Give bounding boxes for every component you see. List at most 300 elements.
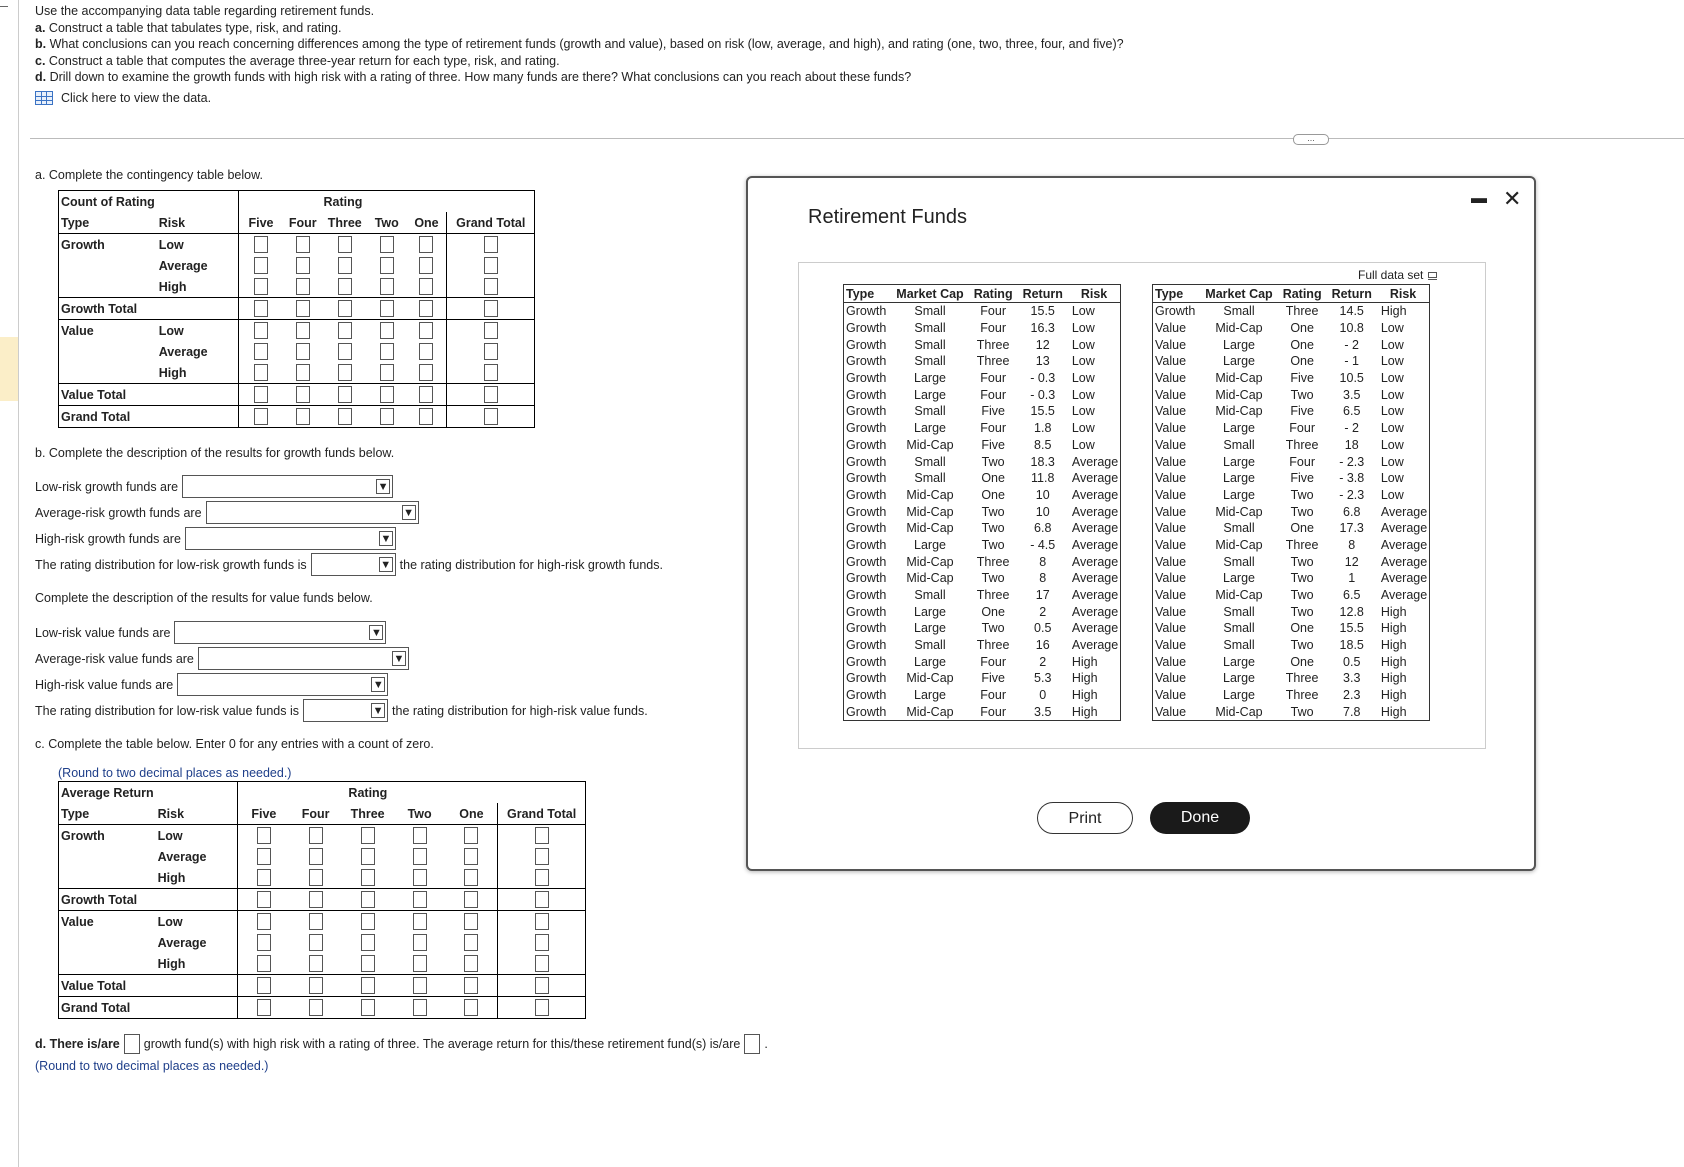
answer-input[interactable] <box>338 257 352 274</box>
view-data-link[interactable]: Click here to view the data. <box>35 90 1124 107</box>
answer-input[interactable] <box>254 300 268 317</box>
answer-input[interactable] <box>257 934 271 951</box>
data-cell: Growth <box>846 454 887 469</box>
answer-input[interactable] <box>413 977 427 994</box>
expand-more-button[interactable]: ... <box>1293 134 1329 145</box>
answer-input[interactable] <box>484 300 498 317</box>
data-cell: Two <box>1290 604 1314 619</box>
answer-input[interactable] <box>309 955 323 972</box>
data-column-header: Type <box>1153 285 1201 303</box>
answer-input[interactable] <box>413 934 427 951</box>
answer-input[interactable] <box>254 343 268 360</box>
table-input-cell <box>342 953 394 975</box>
answer-input[interactable] <box>361 848 375 865</box>
data-cell: Average <box>1071 454 1119 469</box>
data-cell: 3.5 <box>1343 387 1361 402</box>
table-input-cell <box>394 932 446 953</box>
minimize-icon[interactable]: ▬ <box>1471 190 1487 207</box>
data-cell: Two <box>981 521 1005 536</box>
answer-input[interactable] <box>380 300 394 317</box>
data-cell: Four <box>980 704 1006 719</box>
answer-input[interactable] <box>361 891 375 908</box>
table-row <box>844 303 1121 320</box>
answer-input[interactable] <box>361 827 375 844</box>
answer-input[interactable] <box>296 322 310 339</box>
table-corner-label: Average Return <box>59 782 156 804</box>
dialog-title: Retirement Funds <box>808 206 967 228</box>
table-input-cell <box>498 867 586 889</box>
data-cell: Small <box>1223 604 1255 619</box>
table-row <box>844 587 1121 604</box>
answer-input[interactable] <box>296 364 310 381</box>
answer-input[interactable] <box>254 236 268 253</box>
data-cell: Growth <box>846 504 887 519</box>
data-cell: Large <box>914 387 946 402</box>
data-cell: Small <box>1223 521 1255 536</box>
answer-input[interactable] <box>309 977 323 994</box>
answer-input[interactable] <box>535 891 549 908</box>
table-input-cell <box>407 298 447 320</box>
data-cell: Growth <box>846 704 887 719</box>
data-table-icon <box>35 91 53 105</box>
answer-input[interactable] <box>361 955 375 972</box>
data-cell: - 2 <box>1344 421 1360 436</box>
answer-input[interactable] <box>535 848 549 865</box>
answer-input[interactable] <box>464 977 478 994</box>
answer-input[interactable] <box>296 257 310 274</box>
answer-input[interactable] <box>484 322 498 339</box>
table-input-cell <box>447 362 535 384</box>
answer-input[interactable] <box>380 386 394 403</box>
data-cell: Three <box>976 588 1010 603</box>
data-cell: Low <box>1071 354 1095 369</box>
growth-high-select[interactable] <box>185 527 396 550</box>
value-distribution-line: The rating distribution for low-risk value funds is ▼ the rating distribution for high-risk value funds. <box>35 699 648 722</box>
data-cell: Five <box>1290 371 1314 386</box>
data-cell: Average <box>1071 537 1119 552</box>
answer-input[interactable] <box>380 408 394 425</box>
answer-input[interactable] <box>464 934 478 951</box>
answer-input[interactable] <box>309 934 323 951</box>
table-cell <box>59 341 157 362</box>
table-cell <box>156 975 238 997</box>
answer-input[interactable] <box>254 278 268 295</box>
subtotal-label: Growth Total <box>59 889 156 911</box>
data-cell: 10 <box>1035 487 1050 502</box>
data-panel <box>798 262 1486 749</box>
table-row <box>1153 420 1430 437</box>
table-input-cell <box>323 255 367 276</box>
data-cell: 7.8 <box>1343 704 1361 719</box>
answer-input[interactable] <box>309 891 323 908</box>
answer-input[interactable] <box>535 955 549 972</box>
answer-input[interactable] <box>413 848 427 865</box>
table-input-cell <box>342 867 394 889</box>
part-d-line: d. There is/are growth fund(s) with high risk with a rating of three. The average return for this/these retirement fund(s) is/are . <box>35 1034 768 1054</box>
answer-input[interactable] <box>484 278 498 295</box>
answer-input[interactable] <box>464 848 478 865</box>
table-input-cell <box>342 932 394 953</box>
done-button[interactable]: Done <box>1150 802 1250 834</box>
answer-input[interactable] <box>484 364 498 381</box>
table-input-cell <box>407 255 447 276</box>
data-cell: Value <box>1155 604 1187 619</box>
answer-input[interactable] <box>419 257 433 274</box>
data-cell: Mid-Cap <box>906 704 954 719</box>
table-input-cell <box>283 384 323 406</box>
table-input-cell <box>238 825 290 847</box>
data-cell: 10.5 <box>1339 371 1364 386</box>
data-cell: - 2 <box>1344 337 1360 352</box>
table-input-cell <box>407 320 447 342</box>
value-distribution-select[interactable] <box>303 699 388 722</box>
answer-input[interactable] <box>338 364 352 381</box>
data-cell: 15.5 <box>1030 304 1055 319</box>
answer-input[interactable] <box>254 322 268 339</box>
data-cell: 12 <box>1035 337 1050 352</box>
answer-input[interactable] <box>464 869 478 886</box>
answer-input[interactable] <box>296 236 310 253</box>
answer-input[interactable] <box>309 869 323 886</box>
table-input-cell <box>290 889 342 911</box>
data-cell: 5.3 <box>1034 671 1052 686</box>
answer-input[interactable] <box>413 955 427 972</box>
answer-input[interactable] <box>535 827 549 844</box>
type-header: Type <box>59 212 157 234</box>
answer-input[interactable] <box>380 343 394 360</box>
answer-input[interactable] <box>413 999 427 1016</box>
table-input-cell <box>446 997 498 1019</box>
data-cell: High <box>1071 654 1098 669</box>
rating-column-header: Grand Total <box>447 212 535 234</box>
answer-input[interactable] <box>380 322 394 339</box>
data-cell: High <box>1071 671 1098 686</box>
growth-low-select[interactable] <box>182 475 393 498</box>
copy-icon[interactable] <box>1427 271 1438 281</box>
table-row <box>1153 603 1430 620</box>
data-cell: 13 <box>1035 354 1050 369</box>
answer-input[interactable] <box>296 386 310 403</box>
data-cell: Value <box>1155 688 1187 703</box>
answer-input[interactable] <box>338 322 352 339</box>
table-input-cell <box>342 825 394 847</box>
answer-input[interactable] <box>254 257 268 274</box>
table-input-cell <box>446 953 498 975</box>
table-row <box>1153 704 1430 721</box>
data-cell: High <box>1071 704 1098 719</box>
data-cell: - 4.5 <box>1030 537 1056 552</box>
table-input-cell <box>407 234 447 256</box>
table-row <box>1153 437 1430 454</box>
answer-input[interactable] <box>419 322 433 339</box>
data-cell: Average <box>1071 638 1119 653</box>
data-cell: Large <box>914 604 946 619</box>
data-cell: - 2.3 <box>1339 487 1365 502</box>
data-cell: Value <box>1155 371 1187 386</box>
table-row <box>844 687 1121 704</box>
answer-input[interactable] <box>419 278 433 295</box>
answer-input[interactable] <box>361 913 375 930</box>
answer-input[interactable] <box>309 827 323 844</box>
data-column-header: Risk <box>1377 285 1430 303</box>
answer-input[interactable] <box>338 408 352 425</box>
risk-header: Risk <box>156 803 238 825</box>
data-cell: 1 <box>1348 571 1356 586</box>
answer-input[interactable] <box>464 891 478 908</box>
answer-input[interactable] <box>484 343 498 360</box>
risk-label: High <box>157 362 239 384</box>
data-cell: Average <box>1380 588 1428 603</box>
data-cell: Two <box>1290 704 1314 719</box>
rating-column-header: Five <box>238 803 290 825</box>
answer-input[interactable] <box>257 999 271 1016</box>
table-input-cell <box>447 384 535 406</box>
data-cell: Value <box>1155 638 1187 653</box>
answer-input[interactable] <box>484 386 498 403</box>
table-input-cell <box>394 846 446 867</box>
data-cell: - 2.3 <box>1339 454 1365 469</box>
part-d-count-input[interactable] <box>124 1034 140 1054</box>
answer-input[interactable] <box>380 364 394 381</box>
answer-input[interactable] <box>380 278 394 295</box>
answer-input[interactable] <box>309 999 323 1016</box>
table-cell <box>447 191 535 213</box>
data-cell: Value <box>1155 704 1187 719</box>
answer-input[interactable] <box>254 386 268 403</box>
answer-input[interactable] <box>535 913 549 930</box>
table-row <box>1153 670 1430 687</box>
growth-average-select[interactable] <box>206 501 419 524</box>
data-cell: Five <box>981 437 1005 452</box>
table-input-cell <box>367 341 407 362</box>
print-button[interactable]: Print <box>1037 802 1133 834</box>
value-low-line: Low-risk value funds are ▼ <box>35 621 386 644</box>
data-cell: One <box>981 487 1005 502</box>
data-cell: 15.5 <box>1339 621 1364 636</box>
answer-input[interactable] <box>296 300 310 317</box>
table-input-cell <box>290 953 342 975</box>
answer-input[interactable] <box>257 977 271 994</box>
table-row <box>844 370 1121 387</box>
data-cell: Mid-Cap <box>906 571 954 586</box>
answer-input[interactable] <box>464 999 478 1016</box>
answer-input[interactable] <box>413 869 427 886</box>
answer-input[interactable] <box>464 913 478 930</box>
answer-input[interactable] <box>309 848 323 865</box>
table-input-cell <box>407 406 447 428</box>
edge-dash <box>0 6 8 7</box>
table-input-cell <box>367 298 407 320</box>
type-label: Growth <box>59 825 156 847</box>
answer-input[interactable] <box>338 300 352 317</box>
table-row <box>1153 303 1430 320</box>
value-high-select[interactable] <box>177 673 388 696</box>
risk-label: Low <box>157 234 239 256</box>
answer-input[interactable] <box>338 278 352 295</box>
table-row <box>844 336 1121 353</box>
table-row <box>1153 470 1430 487</box>
data-cell: Three <box>976 554 1010 569</box>
data-cell: Growth <box>846 387 887 402</box>
answer-input[interactable] <box>419 364 433 381</box>
answer-input[interactable] <box>254 364 268 381</box>
data-cell: Four <box>980 421 1006 436</box>
data-cell: Small <box>914 454 946 469</box>
table-row <box>844 537 1121 554</box>
answer-input[interactable] <box>257 955 271 972</box>
table-input-cell <box>283 298 323 320</box>
table-input-cell <box>367 406 407 428</box>
table-row <box>1153 370 1430 387</box>
data-cell: 8 <box>1039 571 1047 586</box>
close-icon[interactable]: ✕ <box>1503 186 1522 211</box>
data-cell: Value <box>1155 354 1187 369</box>
data-cell: Four <box>1289 454 1315 469</box>
data-cell: Value <box>1155 321 1187 336</box>
table-cell <box>157 384 239 406</box>
full-data-set-link[interactable]: Full data set <box>1358 268 1438 282</box>
table-row <box>844 520 1121 537</box>
data-cell: 3.5 <box>1034 704 1052 719</box>
data-cell: High <box>1380 304 1407 319</box>
table-input-cell <box>498 911 586 933</box>
part-d-average-input[interactable] <box>744 1034 760 1054</box>
data-cell: Small <box>914 404 946 419</box>
table-row <box>1153 320 1430 337</box>
table-cell <box>156 997 238 1019</box>
data-cell: Low <box>1380 387 1404 402</box>
answer-input[interactable] <box>419 236 433 253</box>
rating-column-header: Four <box>283 212 323 234</box>
value-low-select[interactable] <box>174 621 386 644</box>
table-row <box>844 503 1121 520</box>
table-row <box>844 570 1121 587</box>
data-cell: Three <box>1285 437 1319 452</box>
answer-input[interactable] <box>419 386 433 403</box>
data-cell: Five <box>1290 471 1314 486</box>
answer-input[interactable] <box>257 913 271 930</box>
table-input-cell <box>283 234 323 256</box>
table-input-cell <box>238 911 290 933</box>
answer-input[interactable] <box>338 343 352 360</box>
table-input-cell <box>407 276 447 298</box>
table-cell <box>59 932 156 953</box>
table-cell <box>157 298 239 320</box>
answer-input[interactable] <box>257 891 271 908</box>
table-row <box>844 437 1121 454</box>
answer-input[interactable] <box>484 236 498 253</box>
answer-input[interactable] <box>484 257 498 274</box>
data-cell: Low <box>1071 371 1095 386</box>
answer-input[interactable] <box>413 827 427 844</box>
answer-input[interactable] <box>296 343 310 360</box>
answer-input[interactable] <box>296 408 310 425</box>
answer-input[interactable] <box>380 257 394 274</box>
data-cell: Value <box>1155 554 1187 569</box>
data-cell: 10.8 <box>1339 321 1364 336</box>
table-input-cell <box>239 255 283 276</box>
table-input-cell <box>407 341 447 362</box>
answer-input[interactable] <box>484 408 498 425</box>
data-cell: Low <box>1380 454 1404 469</box>
table-input-cell <box>367 276 407 298</box>
table-row <box>844 320 1121 337</box>
answer-input[interactable] <box>464 955 478 972</box>
answer-input[interactable] <box>257 869 271 886</box>
answer-input[interactable] <box>257 827 271 844</box>
retirement-funds-dialog <box>746 176 1536 871</box>
answer-input[interactable] <box>419 408 433 425</box>
table-input-cell <box>498 953 586 975</box>
answer-input[interactable] <box>535 934 549 951</box>
answer-input[interactable] <box>338 386 352 403</box>
answer-input[interactable] <box>361 869 375 886</box>
data-cell: 15.5 <box>1030 404 1055 419</box>
data-cell: Two <box>1290 387 1314 402</box>
data-cell: Value <box>1155 504 1187 519</box>
answer-input[interactable] <box>361 934 375 951</box>
table-input-cell <box>342 889 394 911</box>
data-cell: Average <box>1071 621 1119 636</box>
answer-input[interactable] <box>338 236 352 253</box>
answer-input[interactable] <box>535 869 549 886</box>
table-row <box>1153 403 1430 420</box>
table-input-cell <box>446 867 498 889</box>
answer-input[interactable] <box>254 408 268 425</box>
answer-input[interactable] <box>413 913 427 930</box>
data-column-header: Risk <box>1068 285 1121 303</box>
value-average-select[interactable] <box>198 647 409 670</box>
table-input-cell <box>283 320 323 342</box>
data-cell: 2 <box>1039 654 1047 669</box>
answer-input[interactable] <box>419 300 433 317</box>
answer-input[interactable] <box>464 827 478 844</box>
answer-input[interactable] <box>296 278 310 295</box>
data-cell: Growth <box>846 604 887 619</box>
answer-input[interactable] <box>380 236 394 253</box>
table-input-cell <box>323 298 367 320</box>
data-cell: Three <box>976 354 1010 369</box>
table-input-cell <box>323 341 367 362</box>
data-cell: Average <box>1380 521 1428 536</box>
answer-input[interactable] <box>257 848 271 865</box>
instruction-c: c. Construct a table that computes the average three-year return for each type, risk, and rating. <box>35 53 560 68</box>
table-input-cell <box>283 406 323 428</box>
growth-distribution-select[interactable] <box>311 553 396 576</box>
data-cell: Large <box>914 621 946 636</box>
data-cell: Small <box>1223 638 1255 653</box>
answer-input[interactable] <box>413 891 427 908</box>
table-input-cell <box>498 889 586 911</box>
answer-input[interactable] <box>361 977 375 994</box>
answer-input[interactable] <box>309 913 323 930</box>
table-input-cell <box>239 276 283 298</box>
chevron-down-icon: ▼ <box>380 559 392 571</box>
answer-input[interactable] <box>361 999 375 1016</box>
table-input-cell <box>447 341 535 362</box>
answer-input[interactable] <box>535 977 549 994</box>
answer-input[interactable] <box>535 999 549 1016</box>
data-cell: 8.5 <box>1034 437 1052 452</box>
risk-label: Low <box>156 911 238 933</box>
chevron-down-icon: ▼ <box>372 705 384 717</box>
data-cell: Two <box>1290 487 1314 502</box>
answer-input[interactable] <box>419 343 433 360</box>
data-cell: 8 <box>1348 537 1356 552</box>
data-cell: Small <box>914 304 946 319</box>
data-cell: Low <box>1071 321 1095 336</box>
data-cell: Two <box>981 454 1005 469</box>
